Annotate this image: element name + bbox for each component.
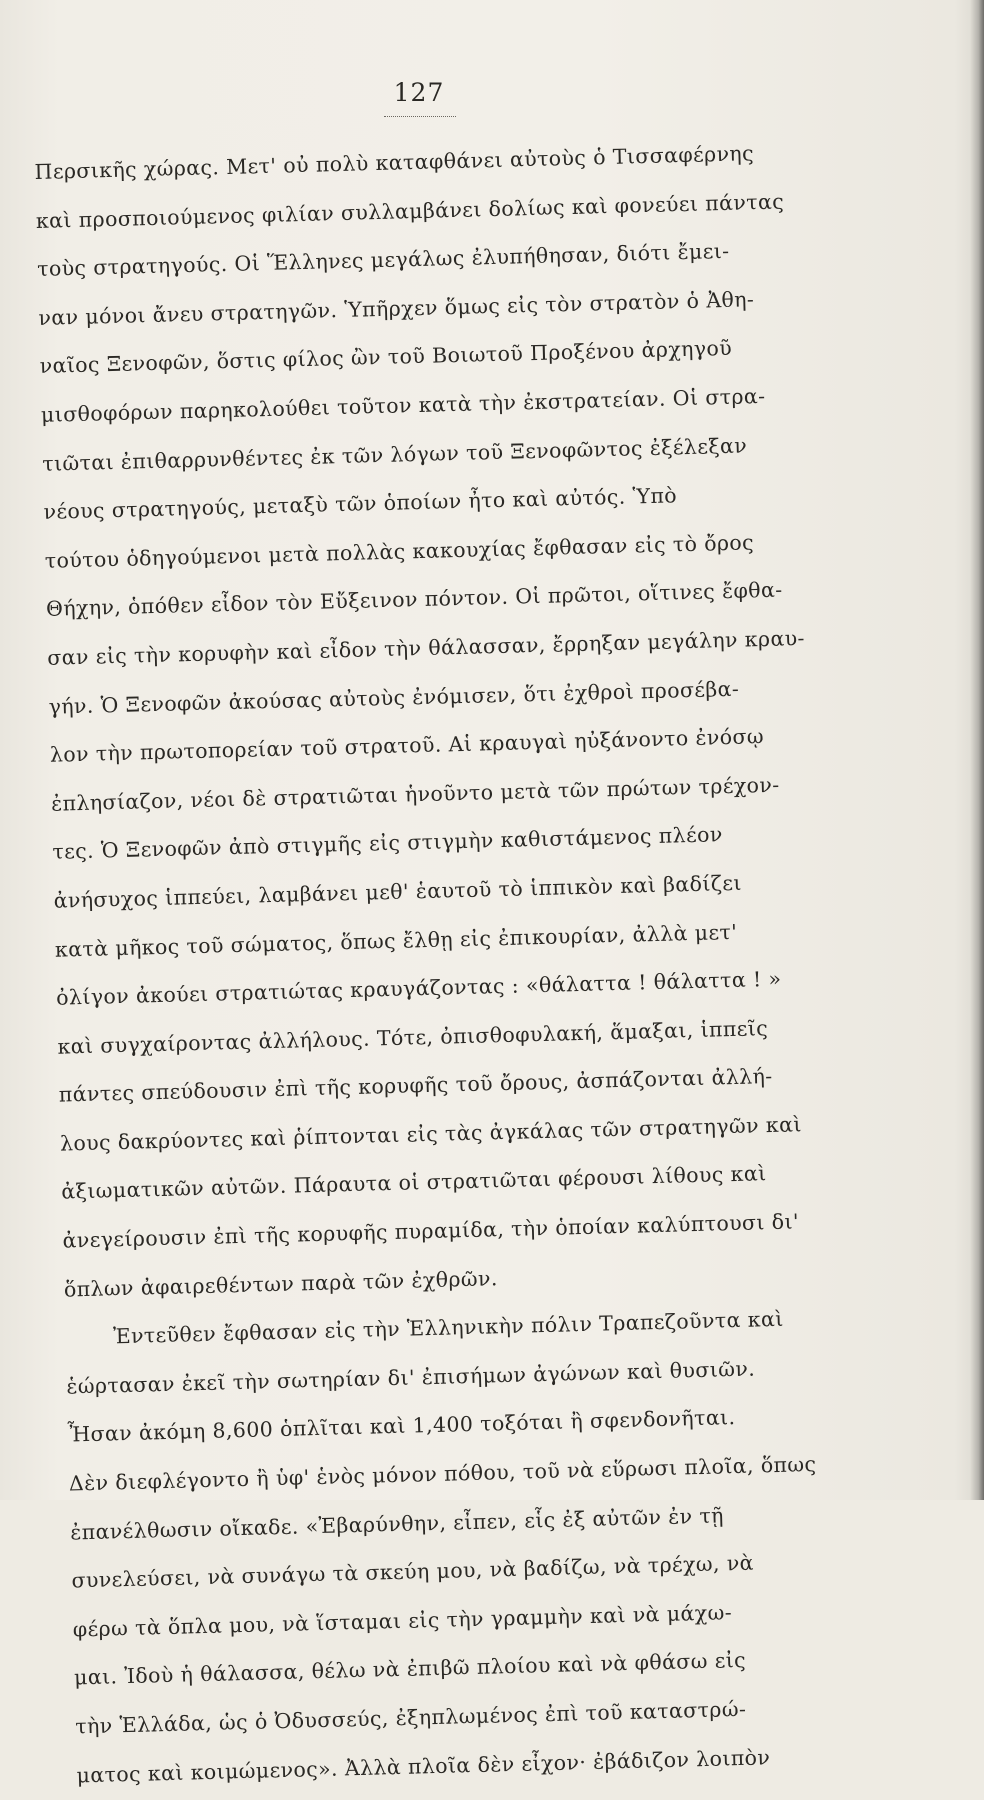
text-line: Περσικῆς χώρας. Μετ' οὐ πολὺ καταφθάνει αὐτοὺς ὁ Τισσαφέρνης: [34, 141, 755, 184]
text-line: Δὲν διεφλέγοντο ἢ ὑφ' ἑνὸς μόνον πόθου, τοῦ νὰ εὕρωσι πλοῖα, ὅπως: [68, 1452, 817, 1496]
text-line: συνελεύσει, νὰ συνάγω τὰ σκεύη μου, νὰ βαδίζω, νὰ τρέχω, νὰ: [71, 1550, 755, 1593]
text-line: ἐπλησίαζον, νέοι δὲ στρατιῶται ἡνοῦντο μετὰ τῶν πρώτων τρέχον-: [50, 772, 780, 816]
text-line: ἑώρτασαν ἐκεῖ τὴν σωτηρίαν δι' ἐπισήμων ἀγώνων καὶ θυσιῶν.: [66, 1356, 756, 1399]
text-line: τούτου ὁδηγούμενοι μετὰ πολλὰς κακουχίας ἔφθασαν εἰς τὸ ὄρος: [44, 530, 755, 573]
text-line: μαι. Ἰδοὺ ἡ θάλασσα, θέλω νὰ ἐπιβῶ πλοίου καὶ νὰ φθάσω εἰς: [73, 1648, 747, 1690]
text-line: μισθοφόρων παρηκολούθει τοῦτον κατὰ τὴν ἐκστρατείαν. Οἱ στρα-: [40, 383, 766, 427]
text-line: τιῶται ἐπιθαρρυνθέντες ἐκ τῶν λόγων τοῦ Ξενοφῶντος ἐξέλεξαν: [41, 433, 748, 476]
page-edge-shadow: [970, 0, 984, 1500]
text-line: νέους στρατηγούς, μεταξὺ τῶν ὁποίων ἦτο καὶ αὐτός. Ὑπὸ: [43, 483, 678, 525]
text-line: καὶ συγχαίροντας ἀλλήλους. Τότε, ὀπισθοφυλακή, ἅμαξαι, ἱππεῖς: [57, 1015, 769, 1059]
text-line: ματος καὶ κοιμώμενος». Ἀλλὰ πλοῖα δὲν εἶχον· ἐβάδιζον λοιπὸν: [76, 1744, 771, 1788]
text-line: Ἦσαν ἀκόμη 8,600 ὁπλῖται καὶ 1,400 τοξόται ἢ σφενδονῆται.: [67, 1405, 736, 1447]
text-line: σαν εἰς τὴν κορυφὴν καὶ εἶδον τὴν θάλασσαν, ἔρρηξαν μεγάλην κραυ-: [47, 625, 806, 670]
text-line: λους δακρύοντες καὶ ῥίπτονται εἰς τὰς ἀγκάλας τῶν στρατηγῶν καὶ: [59, 1112, 803, 1156]
text-line: γήν. Ὁ Ξενοφῶν ἀκούσας αὐτοὺς ἐνόμισεν, ὅτι ἐχθροὶ προσέβα-: [48, 676, 740, 719]
body-text: [34, 128, 847, 1800]
text-line: ἐπανέλθωσιν οἴκαδε. «Ἐβαρύνθην, εἶπεν, εἷς ἐξ αὐτῶν ἐν τῇ: [69, 1503, 725, 1545]
text-line: ὀλίγον ἀκούει στρατιώτας κραυγάζοντας : «θάλαττα ! θάλαττα ! »: [55, 966, 782, 1010]
text-line: ναῖος Ξενοφῶν, ὅστις φίλος ὢν τοῦ Βοιωτοῦ Προξένου ἀρχηγοῦ: [39, 336, 733, 379]
text-line: κατὰ μῆκος τοῦ σώματος, ὅπως ἔλθῃ εἰς ἐπικουρίαν, ἀλλὰ μετ': [54, 919, 738, 962]
text-line: ἀξιωματικῶν αὐτῶν. Πάραυτα οἱ στρατιῶται φέρουσι λίθους καὶ: [61, 1161, 767, 1205]
page-number: 127: [393, 78, 445, 107]
text-line: τὴν Ἑλλάδα, ὡς ὁ Ὀδυσσεύς, ἐξηπλωμένος ἐπὶ τοῦ καταστρώ-: [75, 1696, 747, 1739]
paragraph-start-line: Ἐντεῦθεν ἔφθασαν εἰς τὴν Ἑλληνικὴν πόλιν Τραπεζοῦντα καὶ: [112, 1307, 784, 1349]
text-line: ναν μόνοι ἄνευ στρατηγῶν. Ὑπῆρχεν ὅμως εἰς τὸν στρατὸν ὁ Ἀθη-: [38, 286, 755, 330]
text-line: τοὺς στρατηγούς. Οἱ Ἕλληνες μεγάλως ἐλυπήθησαν, διότι ἔμει-: [36, 239, 730, 282]
text-line: τες. Ὁ Ξενοφῶν ἀπὸ στιγμῆς εἰς στιγμὴν καθιστάμενος πλέον: [52, 822, 723, 865]
text-line: ἀνήσυχος ἱππεύει, λαμβάνει μεθ' ἑαυτοῦ τὸ ἱππικὸν καὶ βαδίζει: [53, 870, 743, 913]
text-line: καὶ προσποιούμενος φιλίαν συλλαμβάνει δολίως καὶ φονεύει πάντας: [35, 188, 785, 233]
text-line: ἀνεγείρουσιν ἐπὶ τῆς κορυφῆς πυραμίδα, τὴν ὁποίαν καλύπτουσι δι': [62, 1209, 800, 1253]
text-line: λον τὴν πρωτοπορείαν τοῦ στρατοῦ. Αἱ κραυγαὶ ηὐξάνοντο ἐνόσῳ: [49, 724, 765, 767]
text-line: πάντες σπεύδουσιν ἐπὶ τῆς κορυφῆς τοῦ ὄρους, ἀσπάζονται ἀλλή-: [58, 1064, 773, 1107]
text-line: ὅπλων ἀφαιρεθέντων παρὰ τῶν ἐχθρῶν.: [63, 1265, 499, 1302]
text-line: Θήχην, ὁπόθεν εἶδον τὸν Εὔξεινον πόντον. Οἱ πρῶτοι, οἵτινες ἔφθα-: [45, 577, 783, 622]
text-line: φέρω τὰ ὅπλα μου, νὰ ἵσταμαι εἰς τὴν γραμμὴν καὶ νὰ μάχω-: [72, 1600, 733, 1642]
page-number-rule: [384, 116, 456, 117]
